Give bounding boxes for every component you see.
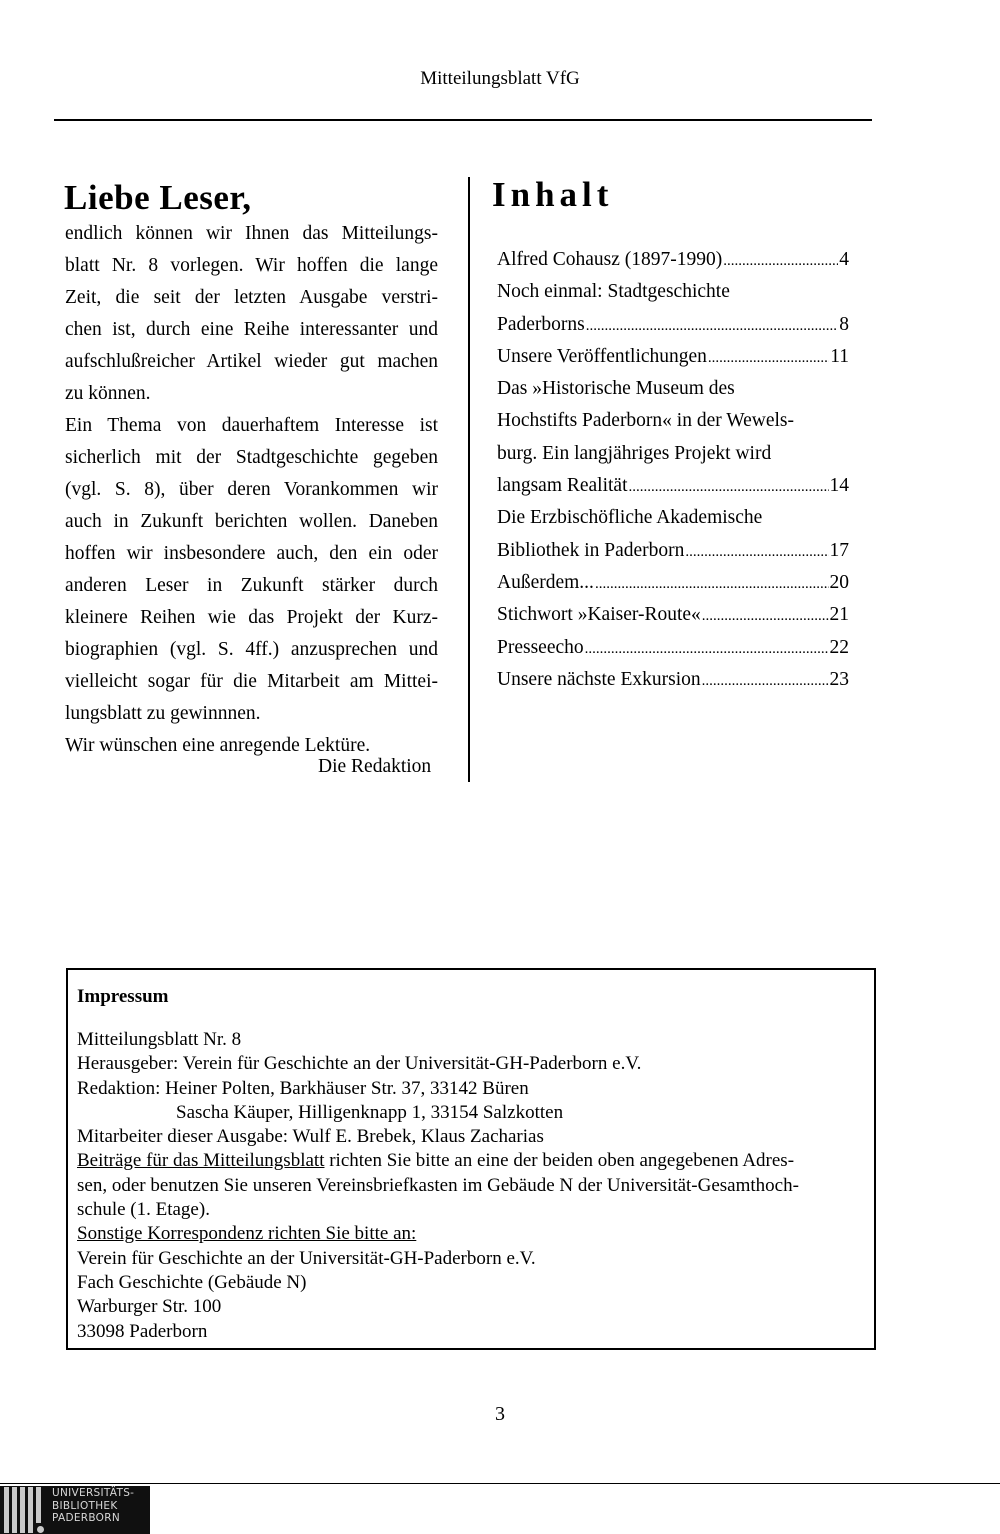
correspondence-heading: Sonstige Korrespondenz richten Sie bitte an:	[77, 1223, 417, 1245]
letter-line: Ein Thema von dauerhaftem Interesse ist	[65, 415, 438, 436]
toc-entry-museum	[497, 470, 849, 502]
logo-bar	[4, 1487, 9, 1533]
toc-entry-title: Noch einmal: Stadtgeschichte	[497, 281, 730, 303]
toc-leader-dots	[595, 568, 829, 600]
letter-line: auch in Zukunft berichten wollen. Daneben	[65, 511, 438, 532]
address-line: Warburger Str. 100	[77, 1296, 222, 1318]
letter-line: aufschlußreicher Artikel wieder gut machen	[65, 351, 438, 372]
letter-line: vielleicht sogar für die Mitarbeit am Mittei-	[65, 671, 438, 692]
toc-leader-dots	[723, 245, 838, 277]
logo-bar	[28, 1487, 33, 1533]
toc-leader-dots	[708, 342, 829, 374]
toc-entry-title: Stichwort »Kaiser-Route«	[497, 604, 701, 626]
toc-page-number: 20	[829, 571, 849, 593]
toc-leader-dots	[586, 310, 839, 342]
toc-entry-bibliothek	[497, 535, 849, 567]
logo-text-line: BIBLIOTHEK	[52, 1499, 118, 1512]
logo-bar	[12, 1487, 17, 1533]
toc-page-number: 23	[829, 668, 849, 690]
letter-line: (vgl. S. 8), über deren Vorankommen wir	[65, 479, 438, 500]
toc-entry-presseecho	[497, 632, 849, 664]
toc-entry-stadtgeschichte	[497, 309, 849, 341]
contributions-underlined: Beiträge für das Mitteilungsblatt	[77, 1150, 325, 1172]
letter-sign-off: Die Redaktion	[318, 756, 432, 777]
impressum-issue: Mitteilungsblatt Nr. 8	[77, 1029, 242, 1050]
impressum-contributions-note: sen, oder benutzen Sie unseren Vereinsbriefkasten im Gebäude N der Universität-Gesamthoch-	[77, 1174, 799, 1196]
library-logo-text	[52, 1487, 134, 1525]
logo-text-line: PADERBORN	[52, 1512, 120, 1524]
toc-entry-title: Unsere Veröffentlichungen	[497, 345, 707, 367]
impressum-body	[77, 1028, 889, 1344]
toc-entry-title: Paderborns	[497, 313, 585, 335]
toc-entry-title: Unsere nächste Exkursion	[497, 668, 701, 690]
toc-page-number: 22	[829, 636, 849, 658]
address-line: 33098 Paderborn	[77, 1320, 208, 1342]
toc-entry-title: Außerdem...	[497, 571, 594, 593]
toc-page-number: 11	[830, 345, 849, 367]
toc-entry-title: Bibliothek in Paderborn	[497, 539, 685, 561]
logo-dot	[37, 1526, 44, 1533]
letter-line: chen ist, durch eine Reihe interessanter und	[65, 319, 438, 340]
letter-line: anderen Leser in Zukunft stärker durch	[65, 575, 438, 596]
toc-leader-dots	[702, 600, 829, 632]
editorial-letter	[65, 218, 438, 762]
toc-page-number: 4	[839, 249, 849, 270]
toc-entry-title: Presseecho	[497, 636, 584, 658]
toc-entry-exkursion	[497, 664, 849, 696]
toc-leader-dots	[585, 633, 829, 665]
page-number: 3	[495, 1403, 505, 1425]
toc-entry-title-line	[497, 438, 849, 470]
letter-line: hoffen wir insbesondere auch, den ein oder	[65, 543, 438, 564]
toc-leader-dots	[629, 471, 829, 503]
impressum-editor: Sascha Käuper, Hilligenknapp 1, 33154 Salzkotten	[176, 1101, 564, 1123]
toc-leader-dots	[702, 665, 829, 697]
letter-line: Zeit, die seit der letzten Ausgabe verstri-	[65, 287, 438, 308]
letter-line: kleinere Reihen wie das Projekt der Kurz-	[65, 607, 438, 628]
column-divider	[468, 177, 470, 782]
letter-line: lungsblatt zu gewinnnen.	[65, 703, 261, 724]
letter-line: endlich können wir Ihnen das Mitteilungs-	[65, 223, 438, 244]
toc-entry-title: Alfred Cohausz (1897-1990)	[497, 249, 723, 270]
impressum-editor: Redaktion: Heiner Polten, Barkhäuser Str. 37, 33142 Büren	[77, 1077, 529, 1099]
letter-line: biographien (vgl. S. 4ff.) anzusprechen und	[65, 639, 438, 660]
toc-entry-title: Die Erzbischöfliche Akademische	[497, 507, 763, 529]
letter-line: sicherlich mit der Stadtgeschichte gegeben	[65, 447, 438, 468]
toc-entry-veroeffentlichungen	[497, 341, 849, 373]
impressum-title: Impressum	[77, 986, 169, 1007]
letter-line: blatt Nr. 8 vorlegen. Wir hoffen die lange	[65, 255, 438, 276]
footer-rule	[0, 1483, 1000, 1484]
letter-line: Wir wünschen eine anregende Lektüre.	[65, 735, 371, 756]
contributions-text: richten Sie bitte an eine der beiden oben angegebenen Adres-	[324, 1150, 795, 1172]
letter-line: zu können.	[65, 383, 151, 404]
header-rule	[54, 119, 872, 121]
impressum-box	[66, 968, 876, 1350]
address-line: Fach Geschichte (Gebäude N)	[77, 1271, 307, 1293]
running-header: Mitteilungsblatt VfG	[420, 68, 580, 89]
letter-greeting: Liebe Leser,	[64, 178, 252, 217]
toc-entry-ausserdem	[497, 567, 849, 599]
toc-entry-title: burg. Ein langjähriges Projekt wird	[497, 442, 772, 464]
toc-page-number: 14	[829, 475, 849, 497]
toc-entry-title-line	[497, 276, 849, 308]
address-line: Verein für Geschichte an der Universität-GH-Paderborn e.V.	[77, 1247, 536, 1269]
impressum-contributions-note: schule (1. Etage).	[77, 1199, 210, 1221]
toc-entry-title: Das »Historische Museum des	[497, 378, 735, 400]
impressum-publisher: Herausgeber: Verein für Geschichte an der Universität-GH-Paderborn e.V.	[77, 1053, 642, 1075]
toc-entry-cohausz	[497, 244, 849, 276]
toc-entry-title-line	[497, 373, 849, 405]
toc-entry-title: langsam Realität	[497, 475, 628, 497]
toc-heading: Inhalt	[492, 175, 614, 214]
impressum-contributors: Mitarbeiter dieser Ausgabe: Wulf E. Brebek, Klaus Zacharias	[77, 1126, 544, 1148]
logo-bar	[36, 1487, 41, 1523]
impressum-contributions-note	[77, 1149, 889, 1173]
toc-page-number: 17	[829, 539, 849, 561]
toc-entry-title-line	[497, 405, 849, 437]
toc-page-number: 21	[829, 604, 849, 626]
logo-bar	[20, 1487, 25, 1533]
table-of-contents	[497, 244, 849, 696]
toc-entry-title: Hochstifts Paderborn« in der Wewels-	[497, 410, 795, 432]
toc-page-number: 8	[839, 313, 849, 335]
toc-leader-dots	[685, 536, 828, 568]
logo-text-line: UNIVERSITÄTS-	[52, 1487, 135, 1499]
toc-entry-kaiser-route	[497, 599, 849, 631]
toc-entry-title-line	[497, 502, 849, 534]
